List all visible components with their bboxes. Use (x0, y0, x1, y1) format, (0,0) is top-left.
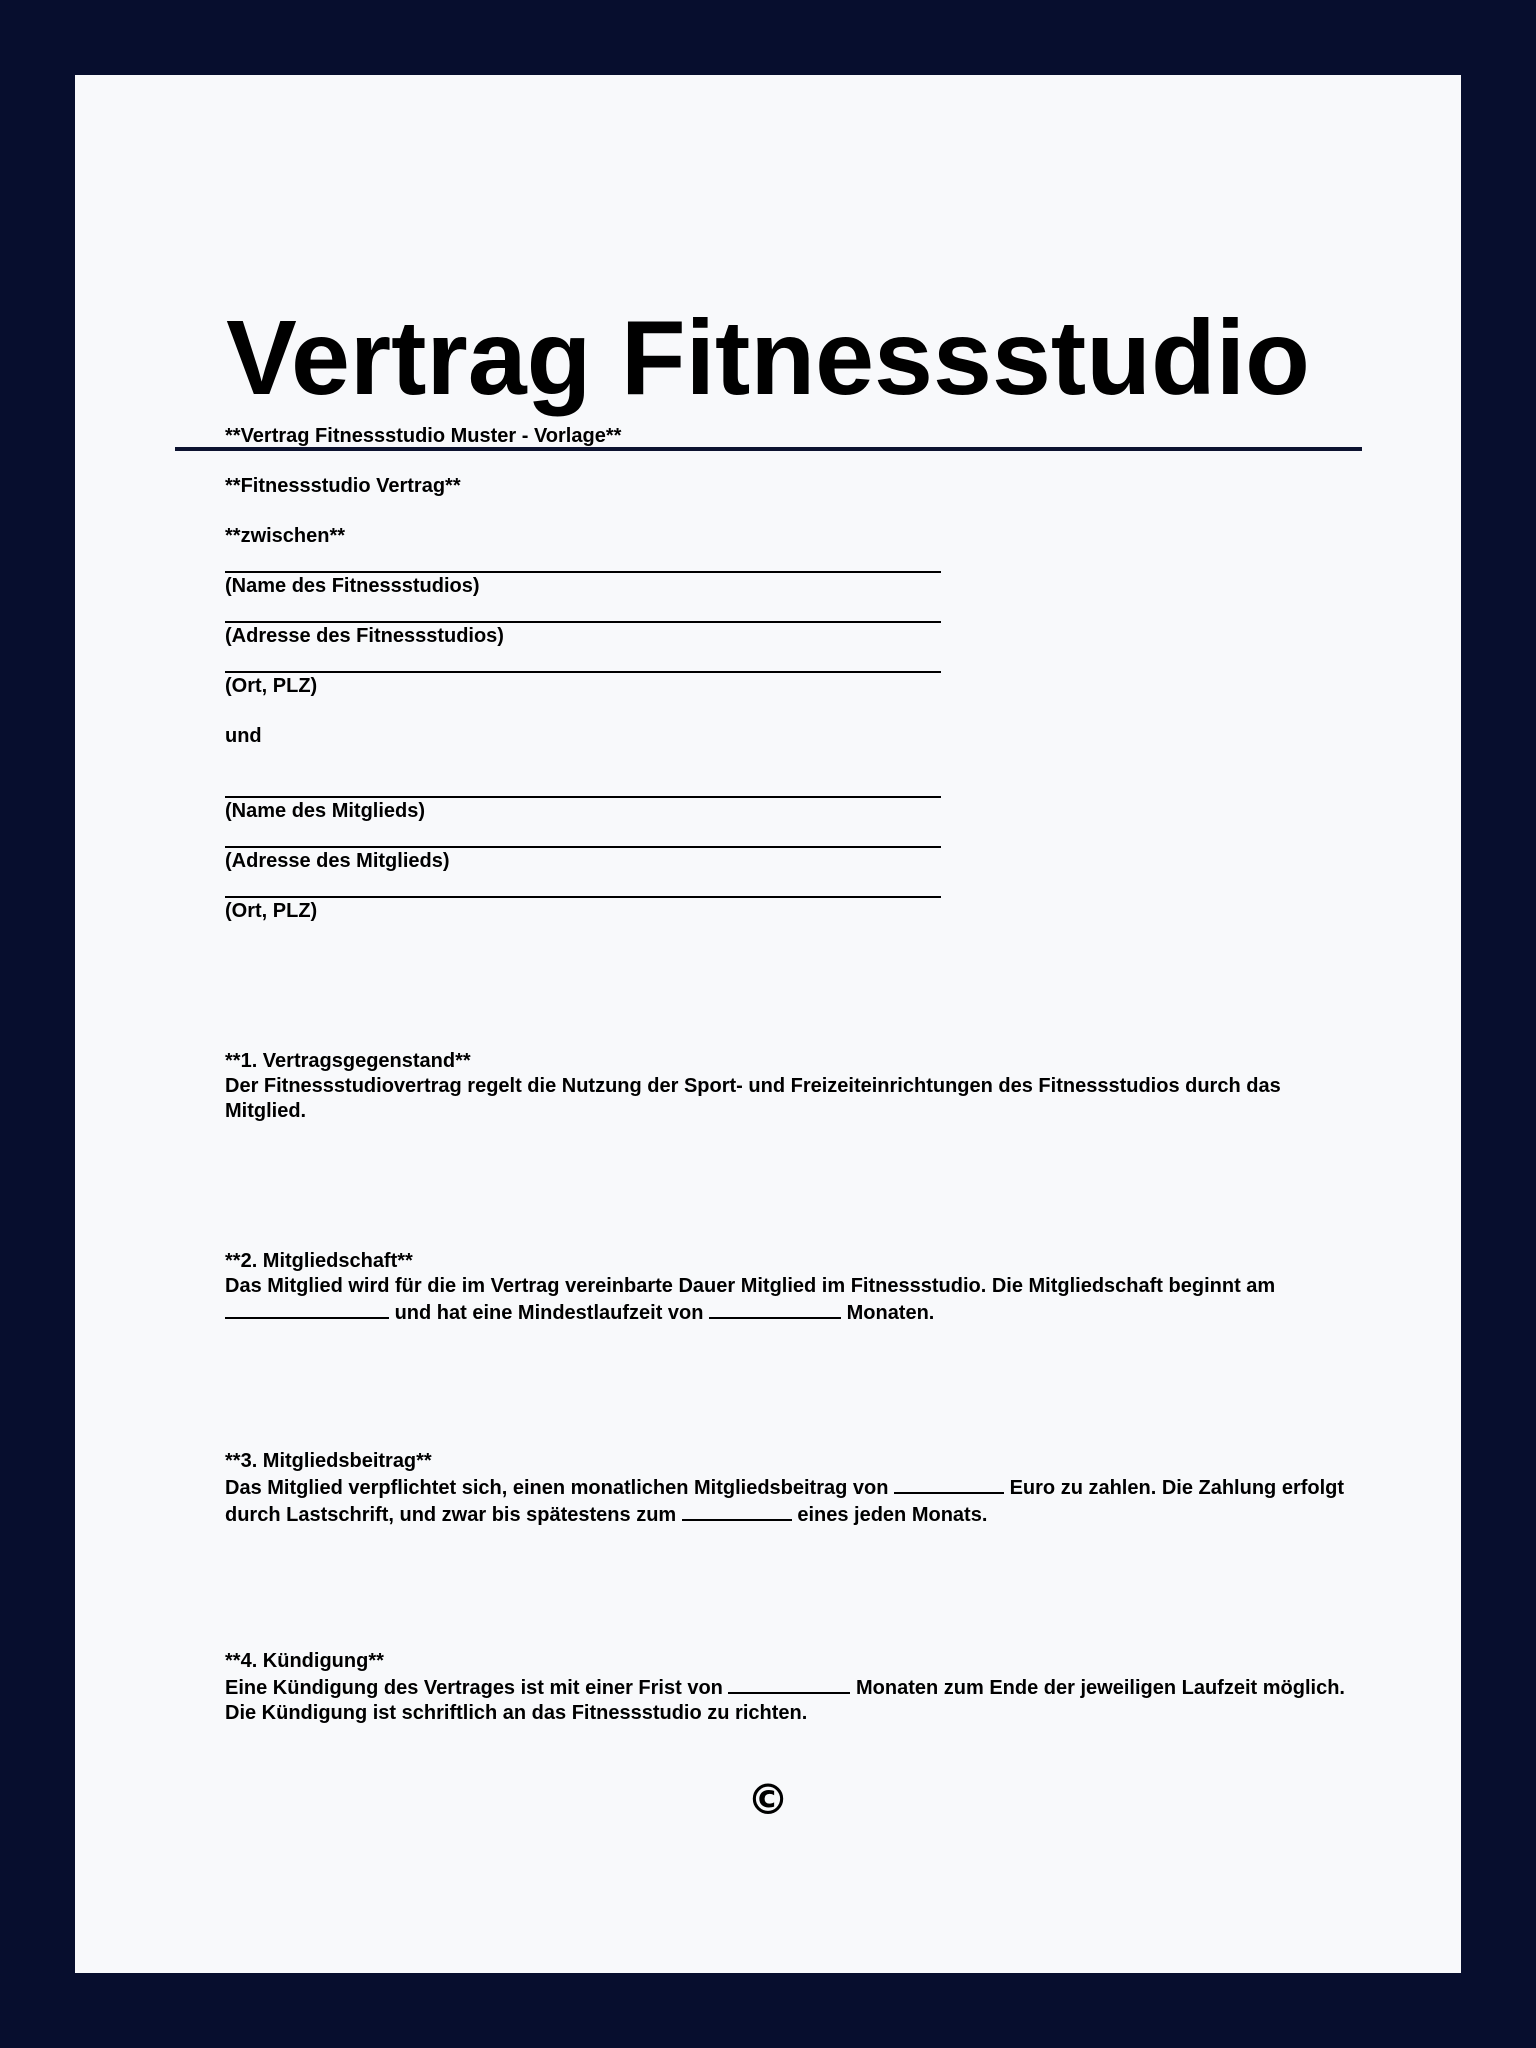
member-city-label: (Ort, PLZ) (225, 900, 318, 922)
section-heading: **1. Vertragsgegenstand** (225, 1050, 471, 1072)
section-text: Eine Kündigung des Vertrages ist mit einer Frist von (225, 1677, 723, 1699)
between-label: **zwischen** (225, 525, 346, 547)
section-text: Die Kündigung ist schriftlich an das Fitnessstudio zu richten. (225, 1702, 808, 1724)
studio-city-line[interactable] (225, 671, 941, 673)
member-city-line[interactable] (225, 896, 941, 898)
section-text: Das Mitglied wird für die im Vertrag vereinbarte Dauer Mitglied im Fitnessstudio. Die Mitgliedschaft beginnt am (225, 1275, 1276, 1297)
member-address-line[interactable] (225, 846, 941, 848)
payment-day-blank[interactable] (682, 1501, 792, 1521)
section-text: Monaten zum Ende der jeweiligen Laufzeit möglich. (856, 1677, 1345, 1699)
template-heading: **Vertrag Fitnessstudio Muster - Vorlage** (225, 425, 622, 447)
section-membership-fee (225, 1449, 1375, 1528)
studio-name-label: (Name des Fitnessstudios) (225, 575, 480, 597)
document-page (75, 75, 1461, 1973)
section-text: Euro zu zahlen. Die Zahlung erfolgt (1009, 1477, 1345, 1499)
section-heading: **2. Mitgliedschaft** (225, 1250, 413, 1272)
and-label: und (225, 725, 262, 747)
section-termination (225, 1649, 1375, 1726)
section-text: Mitglied. (225, 1100, 307, 1122)
section-text: Der Fitnessstudiovertrag regelt die Nutzung der Sport- und Freizeiteinrichtungen des Fitnessstudios durch das (225, 1075, 1281, 1097)
fee-amount-blank[interactable] (894, 1474, 1004, 1494)
document-title: Vertrag Fitnessstudio (226, 299, 1310, 417)
studio-address-label: (Adresse des Fitnessstudios) (225, 625, 504, 647)
section-text: durch Lastschrift, und zwar bis spätestens zum (225, 1504, 677, 1526)
studio-address-line[interactable] (225, 621, 941, 623)
start-date-blank[interactable] (225, 1299, 389, 1319)
section-text: und hat eine Mindestlaufzeit von (394, 1302, 704, 1324)
contract-heading: **Fitnessstudio Vertrag** (225, 475, 461, 497)
section-text: Das Mitglied verpflichtet sich, einen monatlichen Mitgliedsbeitrag von (225, 1477, 889, 1499)
member-name-label: (Name des Mitglieds) (225, 800, 426, 822)
section-membership (225, 1249, 1375, 1326)
notice-period-blank[interactable] (728, 1674, 850, 1694)
member-address-label: (Adresse des Mitglieds) (225, 850, 450, 872)
member-name-line[interactable] (225, 796, 941, 798)
minimum-term-blank[interactable] (709, 1299, 841, 1319)
section-heading: **4. Kündigung** (225, 1650, 384, 1672)
section-contract-subject (225, 1049, 1375, 1124)
section-text: Monaten. (846, 1302, 935, 1324)
section-heading: **3. Mitgliedsbeitrag** (225, 1450, 432, 1472)
studio-city-label: (Ort, PLZ) (225, 675, 318, 697)
section-text: eines jeden Monats. (797, 1504, 988, 1526)
studio-name-line[interactable] (225, 571, 941, 573)
copyright-icon: © (747, 1775, 789, 1824)
